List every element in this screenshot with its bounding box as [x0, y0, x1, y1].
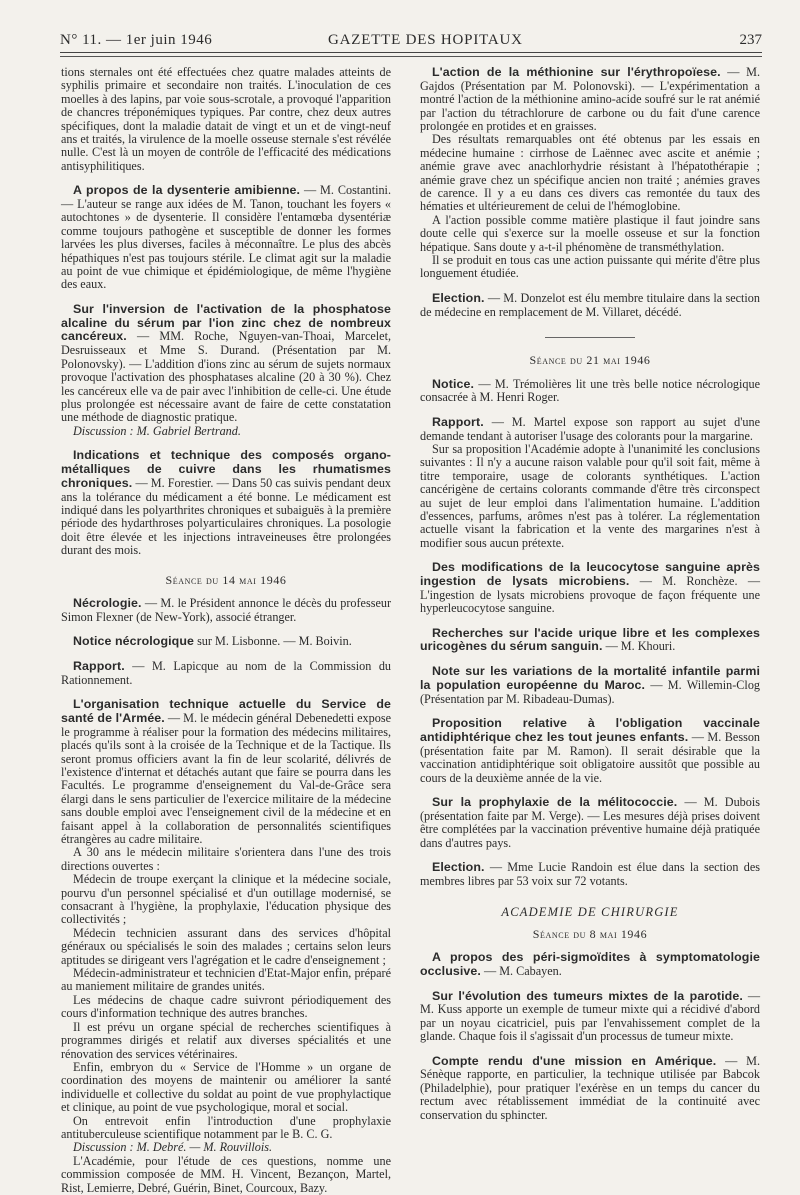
- article-body: — M. Martel expose son rapport au sujet d'une demande tendant à autoriser l'usage des colorants pour la margarine.: [420, 414, 761, 443]
- article-title: Election.: [432, 290, 485, 305]
- article-title: Des modifications de la leucocytose sanguine après ingestion de lysats microbiens.: [420, 560, 760, 588]
- article-rapport: [61, 660, 391, 687]
- article-title: L'organisation technique actuelle du Service de santé de l'Armée.: [61, 697, 391, 725]
- paragraph: Médecin technicien assurant dans des services d'hôpital généraux ou spécialisés le soin des malades ; certains selon leurs aptitudes se dirigeant vers l'agrégation et le cadre d'enseignement ;: [61, 925, 391, 967]
- paragraph: Il est prévu un organe spécial de recherches scientifiques à programmes dirigés et relatif aux diverses spécialités et une rénovation des services vétérinaires.: [61, 1019, 391, 1061]
- continued-paragraph: tions sternales ont été effectuées chez quatre malades atteints de syphilis primaire et secondaire non traités. L'inoculation de ces moelles à des lapins, par voie sous-scrotale, a provoqué l'apparition de chancres tréponémiques typiques. Par contre, chez deux autres spécifiques, dont la maladie datait de vingt et un et de vingt-neuf ans et traités, la virulence de la moelle osseuse sternale s'est révélée nulle. C'est là un moyen de contrôle de l'efficacité des médications antisyphilitiques.: [61, 65, 391, 173]
- article-vaccination: [420, 717, 760, 785]
- article-peri-sigmoidites: [420, 951, 760, 979]
- article-service-sante: [61, 698, 391, 846]
- discussion: Discussion : M. Debré. — M. Rouvillois.: [73, 1140, 273, 1155]
- paragraph: Enfin, embryon du « Service de l'Homme » un organe de coordination des moyens de maintenir ou améliorer la santé individuelle et collective du soldat au point de vue prophylactique et clinique, au point de vue psychologique, moral et social.: [61, 1059, 391, 1115]
- page-number: 237: [739, 32, 762, 48]
- article-body: — M. Kuss apporte un exemple de tumeur mixte qui a récidivé d'abord par un noyau cicatriciel, puis par l'envahissement complet de la glande. Chaque fois il s'agissait d'un processus de tumeur mixte.: [420, 988, 760, 1044]
- article-cuivre: [61, 449, 391, 557]
- article-mission-amerique: [420, 1055, 760, 1122]
- article-election: [420, 861, 760, 888]
- academy-heading: ACADEMIE DE CHIRURGIE: [501, 905, 679, 920]
- paragraph: A 30 ans le médecin militaire s'orientera dans l'une des trois directions ouvertes :: [61, 845, 391, 873]
- article-rapport: [420, 416, 760, 443]
- article-body: — M. Lapicque au nom de la Commission du Rationnement.: [61, 658, 392, 687]
- article-title: Rapport.: [73, 658, 125, 673]
- article-parotide: [420, 990, 760, 1044]
- article-body: — M. Willemin-Clog (Présentation par M. Ribadeau-Dumas).: [420, 677, 761, 706]
- article-title: Note sur les variations de la mortalité infantile parmi la population européenne du Maroc.: [420, 664, 760, 692]
- running-header: [60, 28, 762, 53]
- article-title: Sur l'inversion de l'activation de la phosphatose alcaline du sérum par l'ion zinc chez de nombreux cancéreux.: [61, 301, 391, 344]
- article-methionine: [420, 66, 760, 133]
- article-title: Compte rendu d'une mission en Amérique.: [432, 1053, 717, 1068]
- article-title: A propos des péri-sigmoïdites à symptomatologie occlusive.: [420, 950, 760, 978]
- article-title: Nécrologie.: [73, 595, 142, 610]
- article-author: — M. Costantini.: [303, 183, 391, 198]
- article-body: — M. Trémolières lit une très belle notice nécrologique consacrée à M. Henri Roger.: [420, 376, 760, 405]
- article-body: — M. Forestier. — Dans 50 cas suivis pendant deux ans la tolérance du médicament a été bonne. Le médicament est indiqué dans les polyarthrites chroniques et subaiguës à la première période des hydarthroses polyarticulaires chroniques. La posologie doit être élevée et les injections intraveineuses être prolongées durant des mois.: [61, 475, 392, 558]
- article-body: — M. Sénèque rapporte, en particulier, la technique utilisée par Babcok (Philadelphie), pour pratiquer l'exérèse en un temps du cancer du rectum avec rétablissement immédiat de la continuité avec conservation du sphincter.: [420, 1053, 761, 1122]
- article-title: Proposition relative à l'obligation vaccinale antidiphtérique chez les tout jeunes enfants.: [420, 716, 760, 744]
- article-body: — M. le Président annonce le décès du professeur Simon Flexner (de New-York), associé étranger.: [61, 595, 391, 624]
- article-title: Sur l'évolution des tumeurs mixtes de la parotide.: [432, 988, 743, 1003]
- journal-title: GAZETTE DES HOPITAUX: [328, 32, 523, 48]
- issue-date: N° 11. — 1er juin 1946: [60, 32, 213, 48]
- article-body: — MM. Roche, Nguyen-van-Thoai, Marcelet, Desruisseaux et Mme S. Durand. (Présentation par M. Polonovsky). — L'addition d'ions zinc au sérum de sujets normaux provoque l'activation des phosphatases alcaline (20 à 30 %). Chez les cancéreux elle va de pair avec l'inhibition de celle-ci. Une étude plus prolongée est nécessaire avant de faire de cette constatation une méthode de diagnostic pratique.: [61, 329, 392, 425]
- article-mortalite: [420, 665, 760, 706]
- article-title: Sur la prophylaxie de la mélitococcie.: [432, 794, 678, 809]
- article-acide-urique: [420, 627, 760, 655]
- section-divider: [545, 337, 635, 338]
- paragraph: On entrevoit enfin l'introduction d'une prophylaxie antituberculeuse scientifique notamment par le B. C. G.: [61, 1113, 391, 1141]
- article-necrologie: [61, 597, 391, 624]
- paragraph: L'Académie, pour l'étude de ces questions, nomme une commission composée de MM. H. Vincent, Bezançon, Martel, Rist, Lemierre, Debré, Guérin, Binet, Courcoux, Bazy.: [61, 1153, 391, 1195]
- article-body: — M. Dubois (présentation faite par M. Verge). — Les mesures déjà prises doivent être complétées par la vaccination préventive humaine déjà pratiquée dans d'autres pays.: [420, 794, 760, 850]
- discussion: Discussion : M. Gabriel Bertrand.: [73, 423, 241, 438]
- article-election: [420, 292, 760, 319]
- article-body: — M. Ronchèze. — L'ingestion de lysats microbiens provoque de façon fréquente une hyperleucocytose sanguine.: [420, 573, 761, 616]
- paragraph: Les médecins de chaque cadre suivront périodiquement des cours d'information technique des autres branches.: [61, 992, 391, 1021]
- header-rule: [60, 56, 762, 57]
- article-phosphatase: [61, 303, 391, 425]
- article-title: A propos de la dysenterie amibienne.: [73, 183, 301, 198]
- paragraph: Des résultats remarquables ont été obtenus par les essais en médecine humaine : cirrhose de Laënnec avec ascite et anémie ; anémie grave avec anachlorhydrie résistant à l'hépatothérapie ; anémie grave chez un spécifique ancien non traité ; anémies graves de carence. Il y a eu dans ces divers cas remontée du taux des hématies et ultérieurement de celui de l'hémoglobine.: [420, 132, 760, 214]
- article-title: Rapport.: [432, 414, 484, 429]
- article-leucocytose: [420, 561, 760, 615]
- article-body: — M. Besson (présentation faite par M. Ramon). Il serait désirable que la vaccination antidiphtérique soit obligatoire aussitôt que possible au cours de la deuxième année de la vie.: [420, 729, 761, 785]
- article-title: Notice.: [432, 376, 475, 391]
- article-body: sur M. Lisbonne. — M. Boivin.: [197, 634, 352, 649]
- seance-heading: Séance du 8 mai 1946: [532, 926, 648, 941]
- article-title: Recherches sur l'acide urique libre et les complexes uricogènes du sérum sanguin.: [420, 625, 760, 654]
- article-title: L'action de la méthionine sur l'érythropoïese.: [432, 65, 721, 79]
- article-title: Notice nécrologique: [73, 634, 195, 649]
- article-body: — M. Khouri.: [605, 639, 676, 654]
- article-title: Indications et technique des composés organo-métalliques de cuivre dans les rhumatismes chroniques.: [61, 448, 391, 490]
- paragraph: Médecin-administrateur et technicien d'Etat-Major enfin, préparé au maniement militaire de grandes unités.: [61, 966, 391, 994]
- article-dysenterie: [61, 184, 391, 292]
- seance-heading: Séance du 14 mai 1946: [165, 572, 287, 587]
- paragraph: Sur sa proposition l'Académie adopte à l'unanimité les conclusions suivantes : Il n'y a aucune raison valable pour qu'il soit fait, même à titre temporaire, usage de colorants synthétiques. L'action cancérigène de certains colorants commande d'être très circonspect au sujet de leur emploi dans l'alimentation humaine. L'addition d'essences, parfums, arômes n'est pas à tolérer. La réglementation actuelle visant la fabrication et la vente des margarines n'est à modifier sous aucun prétexte.: [420, 441, 760, 550]
- article-body: — M. le médecin général Debenedetti expose le programme à réaliser pour la formation des médecins militaires, placés qu'ils sont à la croisée de la Technique et de la Tactique. Ils seront promus officiers avant la fin de leur scolarité, délivrés de l'existence d'internat et détachés autant que faire se pourra dans les Facultés. Le programme d'enseignement du Val-de-Grâce sera élargi dans le sens particulier de l'exercice militaire de la médecine sans double emploi avec l'enseignement civil de la médecine et en faisant appel à la collaboration de personnalités scientifiques étrangères au cadre militaire.: [61, 710, 391, 846]
- article-body: — M. Gajdos (Présentation par M. Polonovski). — L'expérimentation a montré l'action de la méthionine amino-acide soufré sur le rat anémié par l'action du tétrachlorure de carbone ou du fait d'une carence prolongée en protides et en graisses.: [420, 65, 760, 134]
- article-title: Election.: [432, 859, 485, 874]
- left-column: [61, 66, 391, 1195]
- article-melitococcie: [420, 796, 760, 850]
- article-body: — M. Donzelot est élu membre titulaire dans la section de médecine en remplacement de M. Villaret, décédé.: [420, 290, 760, 319]
- paragraph: A l'action possible comme matière plastique il faut joindre sans doute celle qui s'exerce sur la moelle osseuse et sur la fonction hépatique. Sans doute y a-t-il phénomène de transméthylation.: [420, 212, 760, 254]
- article-notice: [61, 635, 391, 649]
- right-column: [420, 66, 760, 1122]
- paragraph: Médecin de troupe exerçant la clinique et la médecine sociale, pourvu d'un personnel spécialisé et d'un outillage modernisé, se consacrant à l'hygiène, la prophylaxie, l'éducation physique des collectivités ;: [61, 872, 391, 927]
- article-body: — Mme Lucie Randoin est élue dans la section des membres libres par 53 voix sur 72 votants.: [420, 859, 760, 888]
- article-body: — L'auteur se range aux idées de M. Tanon, touchant les foyers « autochtones » de dysenterie. Il considère l'entamœba dysentériæ comme toujours pathogène et susceptible de donner les formes larvées les plus diverses, faciles à méconnaître. Le plus des abcès hépathiques n'est pas toujours stérile. Le climat agit sur la maladie au point de vue chimique et épidémiologique, de même l'hygiène des eaux.: [61, 197, 391, 292]
- seance-heading: Séance du 21 mai 1946: [529, 353, 651, 368]
- article-notice: [420, 378, 760, 405]
- article-body: — M. Cabayen.: [483, 963, 562, 978]
- paragraph: Il se produit en tous cas une action puissante qui mérite d'être plus longuement étudiée.: [420, 253, 760, 281]
